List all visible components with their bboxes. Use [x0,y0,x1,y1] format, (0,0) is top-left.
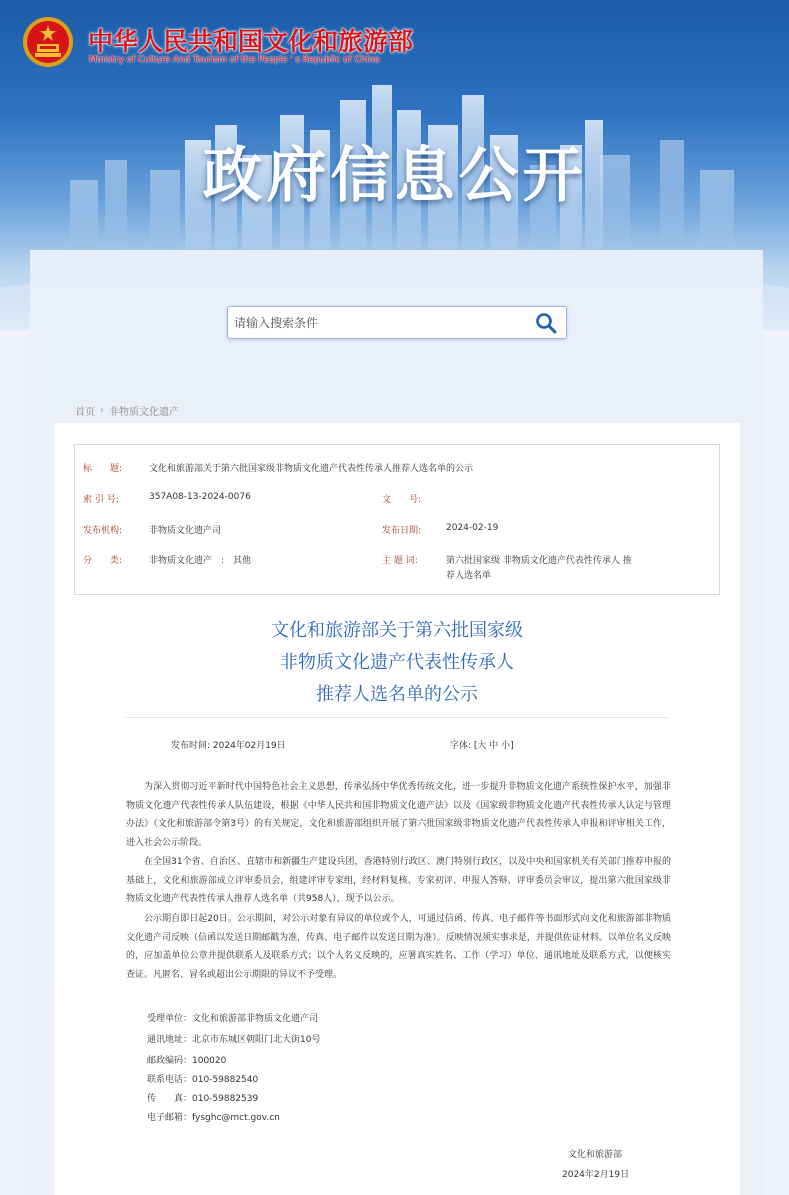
contact-email: 电子邮箱：fysghc@mct.gov.cn [147,1113,280,1123]
meta-title-label: 标 题: [83,464,123,474]
contact-postcode: 邮政编码：100020 [147,1056,227,1066]
contact-fax: 传 真：010-59882539 [147,1094,259,1104]
signature-date: 2024年2月19日 [562,1170,630,1180]
publish-time: 发布时间: 2024年02月19日 [171,741,286,751]
meta-date-label: 发布日期: [382,526,422,536]
title-divider [126,717,668,718]
metadata-table [74,444,720,595]
meta-date-value: 2024-02-19 [446,523,499,533]
meta-index-value: 357A08-13-2024-0076 [149,492,251,502]
search-input[interactable] [228,307,528,338]
signature-org: 文化和旅游部 [568,1150,623,1160]
article-title-line-3: 推荐人选名单的公示 [316,684,478,705]
meta-issuer-value: 非物质文化遗产司 [149,526,222,536]
font-size-label: 字体: [450,741,472,751]
meta-docno-label: 文 号: [382,495,422,505]
meta-title-value: 文化和旅游部关于第六批国家级非物质文化遗产代表性传承人推荐人选名单的公示 [149,464,474,474]
breadcrumb-home[interactable]: 首页 [75,407,95,418]
font-size-control [450,738,514,751]
meta-subject-value-line2: 荐人选名单 [446,571,492,581]
breadcrumb-current[interactable]: 非物质文化遗产 [109,407,179,418]
search-icon[interactable] [534,311,558,335]
ministry-name-en: Ministry of Culture And Tourism of the People ' s Republic of China [89,55,380,65]
search-box [227,306,567,339]
meta-subject-label: 主 题 词: [382,556,418,566]
meta-issuer-label: 发布机构: [83,526,123,536]
paragraph-2: 在全国31个省、自治区、直辖市和新疆生产建设兵团，香港特别行政区、澳门特别行政区，以及中央和国家机关有关部门推荐申报的基础上，文化和旅游部成立评审委员会，组建评审专家组，经材料复核、专家初评、申报人答辩、评审委员会审议，提出第六批国家级非物质文化遗产代表性传承人推荐人选名单（共958人），现予以公示。 [126,857,671,905]
national-emblem-icon [22,16,74,68]
hero-title: 政府信息公开 [202,141,587,211]
meta-category-label: 分 类: [83,556,123,566]
ministry-name-cn: 中华人民共和国文化和旅游部 [88,27,414,56]
article-title-line-1: 文化和旅游部关于第六批国家级 [271,620,523,641]
meta-category-value: 非物质文化遗产 : 其他 [149,556,252,566]
article-title-line-2: 非物质文化遗产代表性传承人 [280,652,514,673]
paragraph-1: 为深入贯彻习近平新时代中国特色社会主义思想，传承弘扬中华优秀传统文化，进一步提升非物质文化遗产系统性保护水平，加强非物质文化遗产代表性传承人队伍建设，根据《中华人民共和国非物质文化遗产法》以及《国家级非物质文化遗产代表性传承人认定与管理办法》（文化和旅游部令第3号）的有关规定，文化和旅游部组织开展了第六批国家级非物质文化遗产代表性传承人申报和评审相关工作，进入社会公示阶段。 [126,782,671,848]
meta-subject-value-line1: 第六批国家级 非物质文化遗产代表性传承人 推 [446,556,632,566]
contact-phone: 联系电话：010-59882540 [147,1075,259,1085]
breadcrumb [75,403,179,418]
contact-unit: 受理单位：文化和旅游部非物质文化遗产司 [147,1014,319,1024]
contact-address: 通讯地址：北京市东城区朝阳门北大街10号 [147,1035,321,1045]
font-size-options[interactable]: [大 中 小] [473,741,514,751]
meta-index-label: 索 引 号: [83,495,119,505]
breadcrumb-separator: › [100,405,104,416]
paragraph-3: 公示期自即日起20日。公示期间，对公示对象有异议的单位或个人，可通过信函、传真、电子邮件等书面形式向文化和旅游部非物质文化遗产司反映（信函以发送日期邮戳为准，传真、电子邮件以发送日期为准）。反映情况须实事求是，并提供佐证材料。以单位名义反映的，应加盖单位公章并提供联系人及联系方式；以个人名义反映的，应署真实姓名、工作（学习）单位、通讯地址及联系方式，以便核实查证。凡匿名、冒名或超出公示期限的异议不予受理。 [126,914,671,980]
